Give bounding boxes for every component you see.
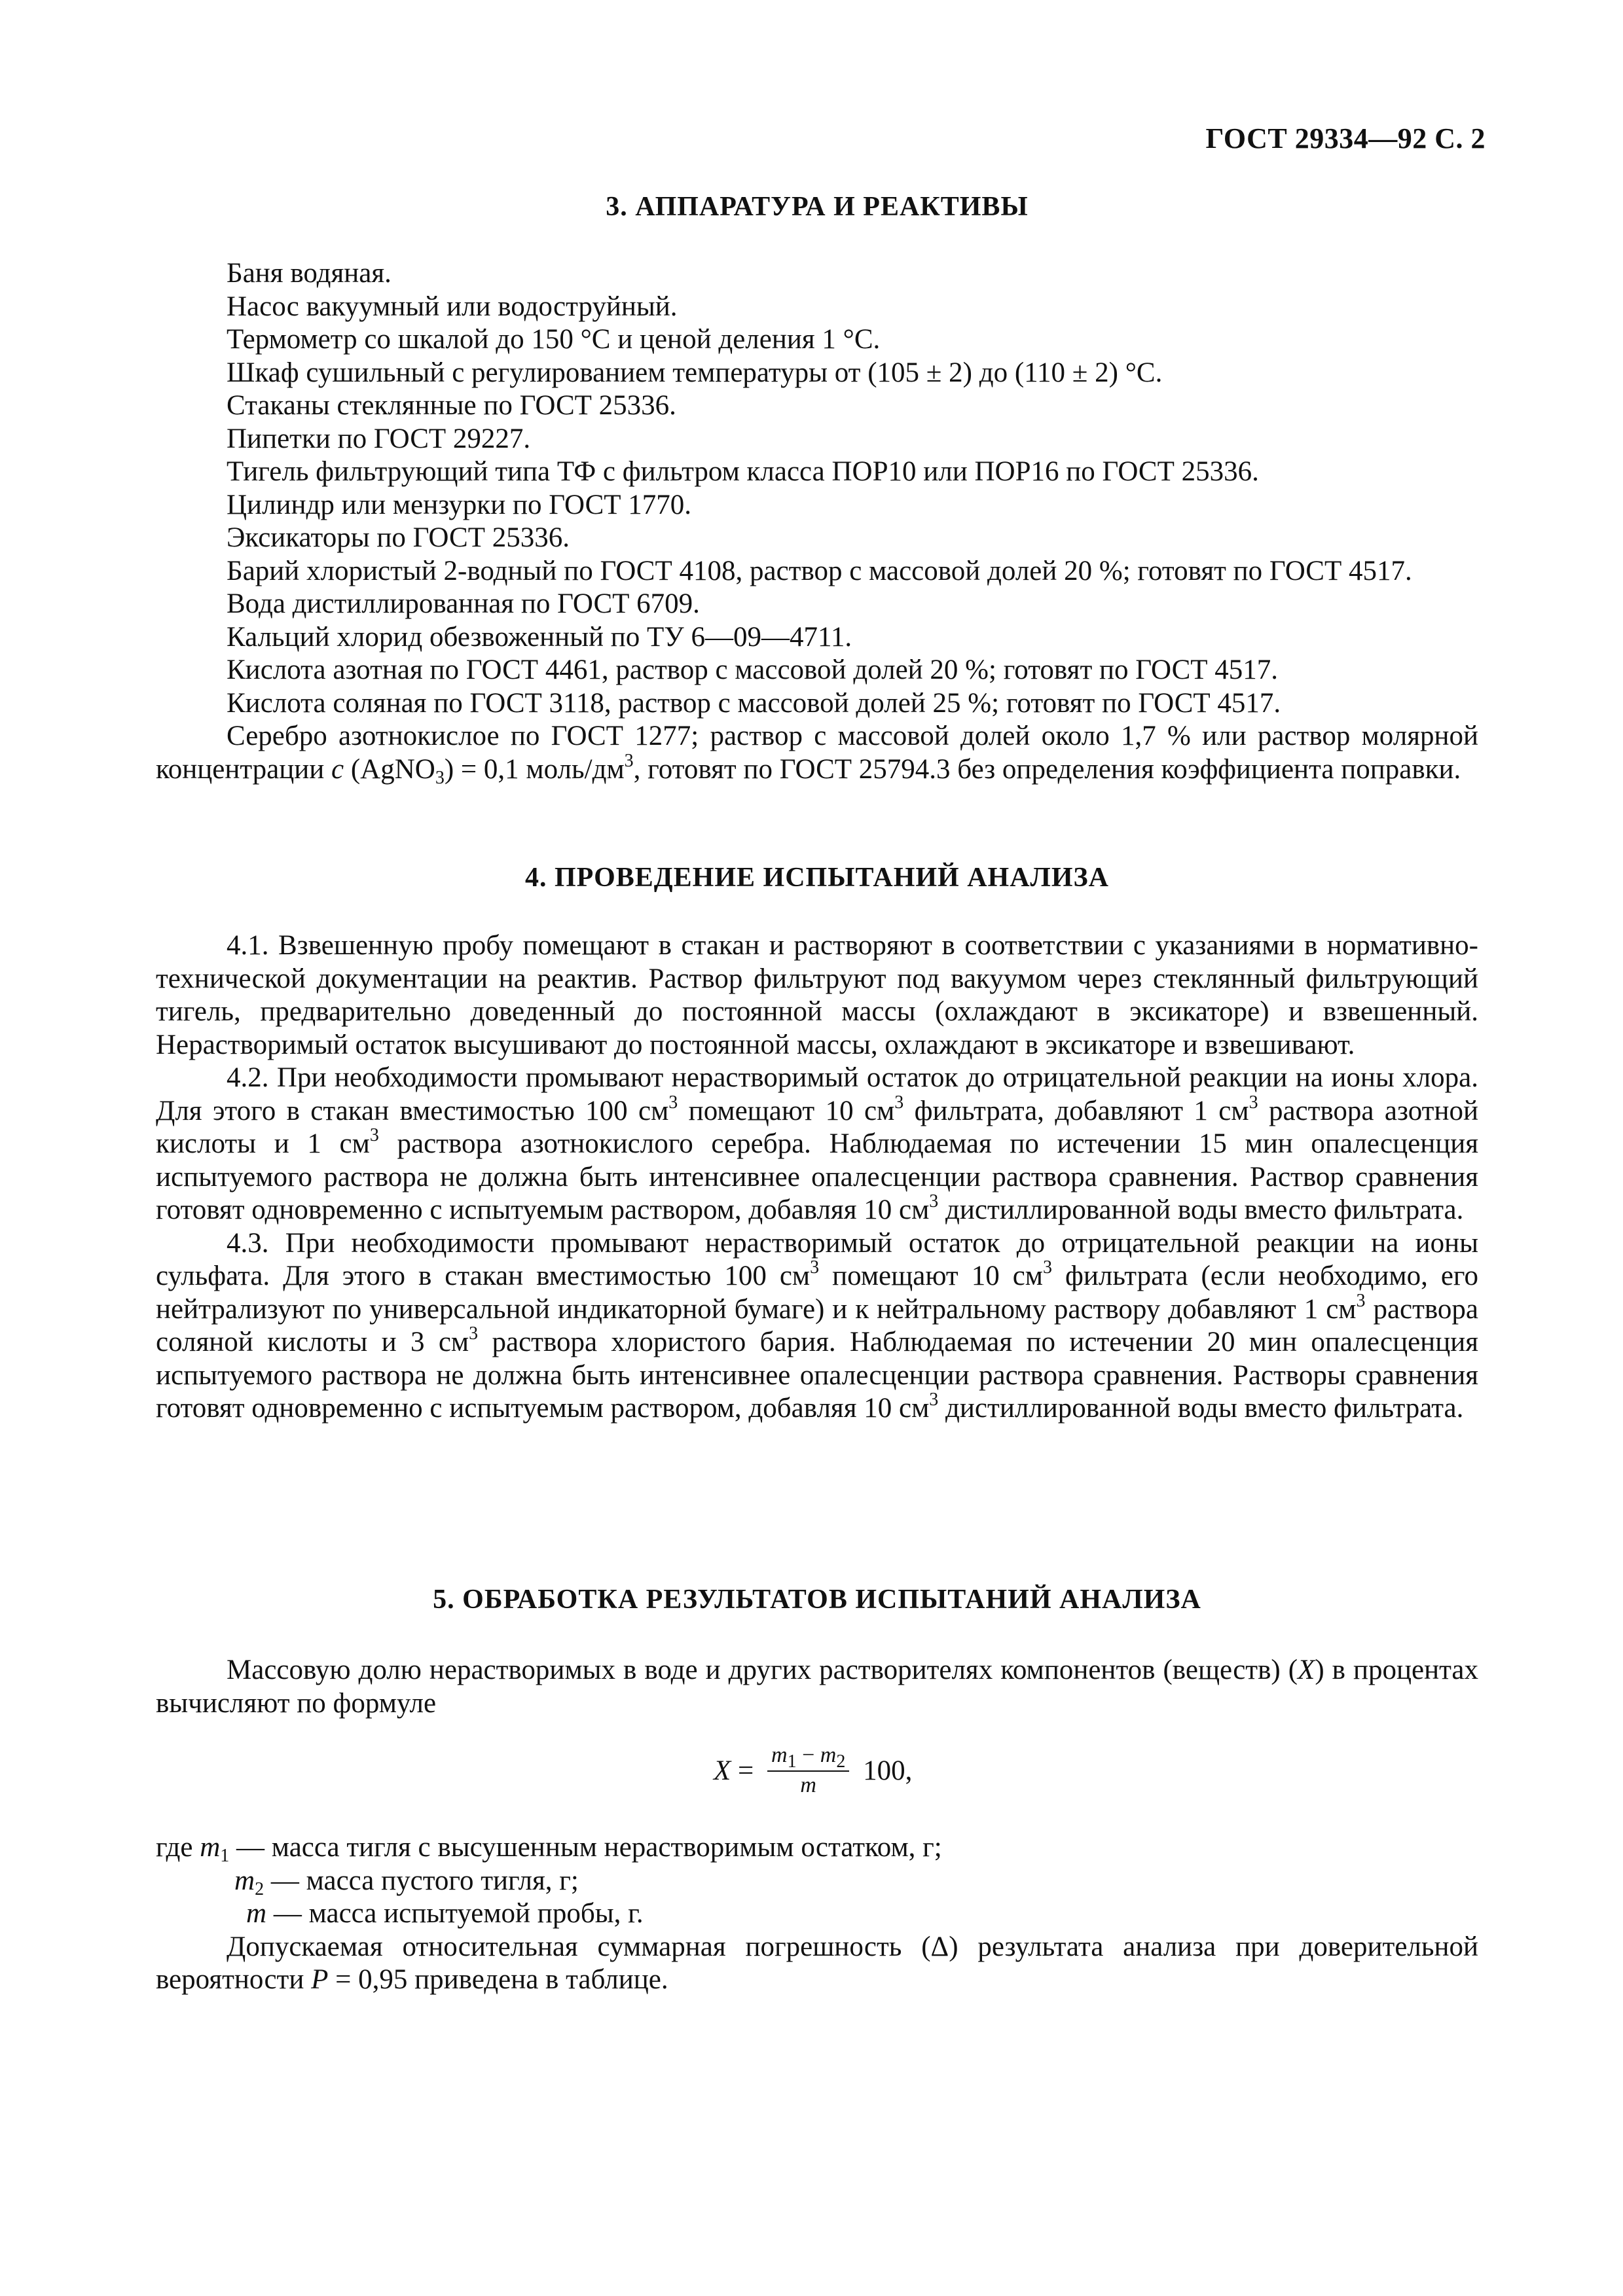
- section-4-body: [156, 929, 1478, 1426]
- legend-item-m: m — масса испытуемой пробы, г.: [246, 1898, 644, 1929]
- legend-item-m1: где $m_1$ — масса тигля с высушенным нерастворимым остатком, г;: [156, 1832, 942, 1866]
- list-item: Эксикаторы по ГОСТ 25336.: [227, 522, 570, 553]
- page-header: ГОСТ 29334—92 С. 2: [1205, 122, 1486, 154]
- section-3-list: [156, 257, 1478, 786]
- formula-legend: [156, 1831, 1478, 1997]
- formula-denominator: m: [800, 1773, 816, 1797]
- section-4-title: 4. ПРОВЕДЕНИЕ ИСПЫТАНИЙ АНАЛИЗА: [525, 863, 1109, 893]
- formula-fraction: [767, 1743, 849, 1798]
- paragraph-5-final: Допускаемая относительная суммарная погрешность (Δ) результата анализа при доверительной вероятности P = 0,95 приведена в таблице.: [156, 1931, 1478, 1995]
- list-item-silver-nitrate: Серебро азотнокислое по ГОСТ 1277; раствор с массовой долей около 1,7 % или раствор молярной концентрации c (AgNO$_3$) = 0,1 моль/$дм^3$, готовят по ГОСТ 25794.3 без определения коэффициента поправки.: [156, 721, 1478, 788]
- list-item: Шкаф сушильный с регулированием температуры от (105 ± 2) до (110 ± 2) °С.: [227, 357, 1163, 388]
- list-item: Барий хлористый 2-водный по ГОСТ 4108, раствор с массовой долей 20 %; готовят по ГОСТ 4517.: [227, 555, 1412, 586]
- paragraph-4-2: 4.2. При необходимости промывают нерастворимый остаток до отрицательной реакции на ионы хлора. Для этого в стакан вместимостью 100 $см^3$ помещают 10 $см^3$ фильтрата, добавляют 1 $см^3$ раствора азотной кислоты и 1 $см^3$ раствора азотнокислого серебра. Наблюдаемая по истечении 15 мин опалесценция испытуемого раствора не должна быть интенсивнее опалесценции раствора сравнения. Раствор сравнения готовят одновременно с испытуемым раствором, добавляя 10 $см^3$ дистиллированной воды вместо фильтрата.: [156, 1062, 1479, 1225]
- list-item: Кислота соляная по ГОСТ 3118, раствор с массовой долей 25 %; готовят по ГОСТ 4517.: [227, 687, 1281, 719]
- formula: X = $\frac{m_1 - m_2}{m}$ 100,: [714, 1743, 913, 1797]
- legend-item-m2: $m_2$ — масса пустого тигля, г;: [234, 1865, 579, 1899]
- section-5-intro: [156, 1654, 1478, 1720]
- list-item: Пипетки по ГОСТ 29227.: [227, 423, 531, 454]
- list-item: Тигель фильтрующий типа ТФ с фильтром класса ПОР10 или ПОР16 по ГОСТ 25336.: [227, 456, 1259, 487]
- list-item: Насос вакуумный или водоструйный.: [227, 291, 678, 322]
- formula-numerator: $m_1 - m_2$: [767, 1743, 849, 1772]
- list-item: Кальций хлорид обезвоженный по ТУ 6—09—4711.: [227, 621, 852, 653]
- list-item: Баня водяная.: [227, 258, 392, 289]
- list-item: Кислота азотная по ГОСТ 4461, раствор с массовой долей 20 %; готовят по ГОСТ 4517.: [227, 655, 1279, 685]
- paragraph-4-1: 4.1. Взвешенную пробу помещают в стакан и растворяют в соответствии с указаниями в нормативно-технической документации на реактив. Раствор фильтруют под вакуумом через стеклянный фильтрующий тигель, предварительно доведенный до постоянной массы (охлаждают в эксикаторе) и взвешенный. Нерастворимый остаток высушивают до постоянной массы, охлаждают в эксикаторе и взвешивают.: [156, 930, 1478, 1060]
- list-item: Стаканы стеклянные по ГОСТ 25336.: [227, 390, 676, 421]
- list-item: Термометр со шкалой до 150 °С и ценой деления 1 °С.: [227, 324, 881, 355]
- section-3-title: 3. АППАРАТУРА И РЕАКТИВЫ: [606, 192, 1029, 222]
- paragraph-5-intro: Массовую долю нерастворимых в воде и других растворителях компонентов (веществ) (X) в процентах вычисляют по формуле: [156, 1655, 1478, 1719]
- paragraph-4-3: 4.3. При необходимости промывают нерастворимый остаток до отрицательной реакции на ионы сульфата. Для этого в стакан вместимостью 100 $см^3$ помещают 10 $см^3$ фильтрата (если необходимо, его нейтрализуют по универсальной индикаторной бумаге) и к нейтральному раствору добавляют 1 $см^3$ раствора соляной кислоты и 3 $см^3$ раствора хлористого бария. Наблюдаемая по истечении 20 мин опалесценция испытуемого раствора не должна быть интенсивнее опалесценции раствора сравнения. Растворы сравнения готовят одновременно с испытуемым раствором, добавляя 10 $см^3$ дистиллированной воды вместо фильтрата.: [156, 1227, 1479, 1424]
- section-5-title: 5. ОБРАБОТКА РЕЗУЛЬТАТОВ ИСПЫТАНИЙ АНАЛИЗА: [433, 1585, 1201, 1615]
- list-item: Цилиндр или мензурки по ГОСТ 1770.: [227, 489, 692, 520]
- list-item: Вода дистиллированная по ГОСТ 6709.: [227, 588, 700, 619]
